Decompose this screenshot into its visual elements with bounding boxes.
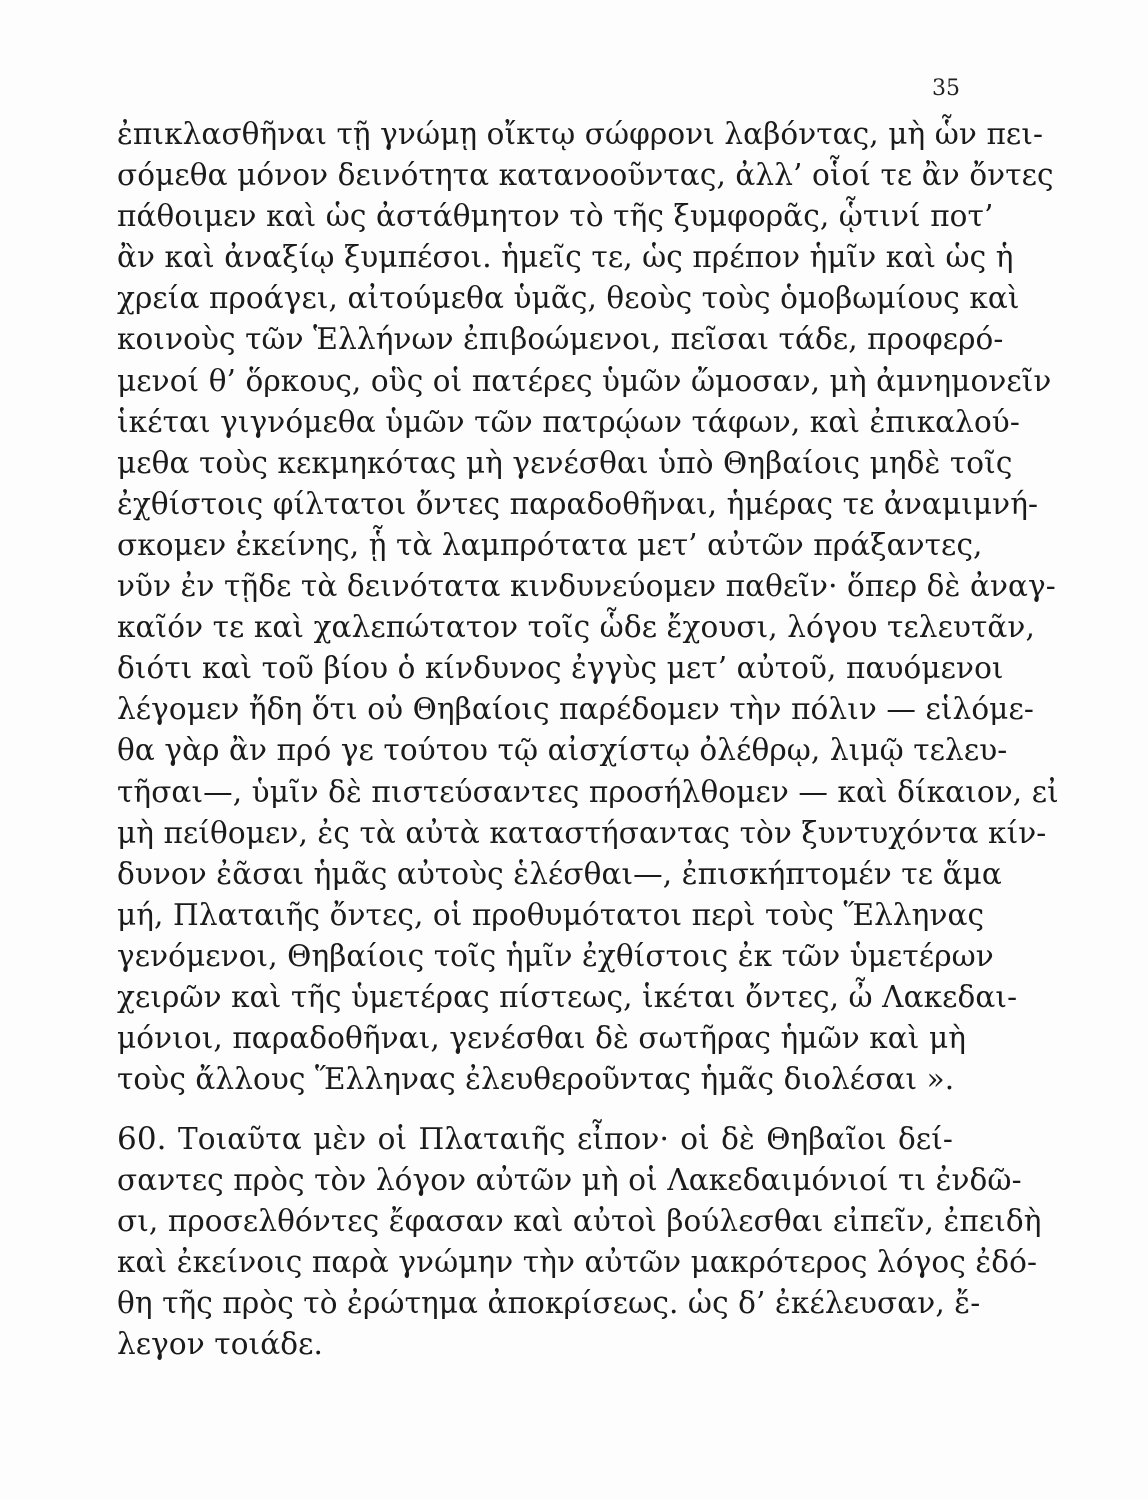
text-line: καὶ ἐκείνοις παρὰ γνώμην τὴν αὐτῶν μακρότερος λόγος ἐδό- [117,1245,1038,1280]
text-line: καῖόν τε καὶ χαλεπώτατον τοῖς ὧδε ἔχουσι, λόγου τελευτᾶν, [117,610,1035,645]
text-line: μὴ πείθομεν, ἐς τὰ αὐτὰ καταστήσαντας τὸν ξυντυχόντα κίν- [117,815,1047,850]
text-line: δυνον ἐᾶσαι ἡμᾶς αὐτοὺς ἑλέσθαι—, ἐπισκήπτομέν τε ἅμα [117,856,1002,891]
text-line: λεγον τοιάδε. [117,1327,323,1362]
page-number: 35 [932,76,960,101]
text-line: πάθοιμεν καὶ ὡς ἀστάθμητον τὸ τῆς ξυμφορᾶς, ᾧτινί ποτ’ [117,199,994,234]
text-line-first-content: Τοιαῦτα μὲν οἱ Πλαταιῆς εἶπον· οἱ δὲ Θηβαῖοι δεί- [177,1122,953,1156]
text-line: χρεία προάγει, αἰτούμεθα ὑμᾶς, θεοὺς τοὺς ὁμοβωμίους καὶ [117,281,1020,316]
text-line: λέγομεν ἤδη ὅτι οὐ Θηβαίοις παρέδομεν τὴν πόλιν — εἱλόμε- [117,692,1034,727]
text-line: τοὺς ἄλλους Ἕλληνας ἐλευθεροῦντας ἡμᾶς διολέσαι ». [117,1062,955,1097]
text-line-first [117,1119,953,1160]
text-line: τῆσαι—, ὑμῖν δὲ πιστεύσαντες προσήλθομεν — καὶ δίκαιον, εἰ [117,774,1059,809]
text-line: διότι καὶ τοῦ βίου ὁ κίνδυνος ἐγγὺς μετ’ αὐτοῦ, παυόμενοι [117,651,1004,686]
paragraph-1 [117,114,1059,1100]
text-line: ἐχθίστοις φίλτατοι ὄντες παραδοθῆναι, ἡμέρας τε ἀναμιμνή- [117,486,1039,521]
text-line: μεθα τοὺς κεκμηκότας μὴ γενέσθαι ὑπὸ Θηβαίοις μηδὲ τοῖς [117,445,1013,480]
text-line: σαντες πρὸς τὸν λόγον αὐτῶν μὴ οἱ Λακεδαιμόνιοί τι ἐνδῶ- [117,1163,1022,1198]
text-line: μόνιοι, παραδοθῆναι, γενέσθαι δὲ σωτῆρας ἡμῶν καὶ μὴ [117,1021,966,1056]
text-line: ἐπικλασθῆναι τῇ γνώμῃ οἴκτῳ σώφρονι λαβόντας, μὴ ὧν πει- [117,117,1044,151]
text-line: ἂν καὶ ἀναξίῳ ξυμπέσοι. ἡμεῖς τε, ὡς πρέπον ἡμῖν καὶ ὡς ἡ [117,240,1014,275]
paragraph-2 [117,1119,1042,1366]
text-line: ἱκέται γιγνόμεθα ὑμῶν τῶν πατρῴων τάφων, καὶ ἐπικαλού- [117,404,1020,439]
text-line: νῦν ἐν τῇδε τὰ δεινότατα κινδυνεύομεν παθεῖν· ὅπερ δὲ ἀναγ- [117,569,1056,604]
text-line: μή, Πλαταιῆς ὄντες, οἱ προθυμότατοι περὶ τοὺς Ἕλληνας [117,897,985,932]
text-line: γενόμενοι, Θηβαίοις τοῖς ἡμῖν ἐχθίστοις ἐκ τῶν ὑμετέρων [117,938,994,973]
text-line: σόμεθα μόνον δεινότητα κατανοοῦντας, ἀλλ’ οἷοί τε ἂν ὄντες [117,158,1054,193]
text-line: σκομεν ἐκείνης, ᾗ τὰ λαμπρότατα μετ’ αὐτῶν πράξαντες, [117,527,983,562]
text-line: θη τῆς πρὸς τὸ ἐρώτημα ἀποκρίσεως. ὡς δ’ ἐκέλευσαν, ἔ- [117,1286,981,1321]
text-line: μενοί θ’ ὅρκους, οὓς οἱ πατέρες ὑμῶν ὤμοσαν, μὴ ἀμνημονεῖν [117,363,1052,398]
text-line: θα γὰρ ἂν πρό γε τούτου τῷ αἰσχίστῳ ὀλέθρῳ, λιμῷ τελευ- [117,733,1008,768]
text-line: κοινοὺς τῶν Ἑλλήνων ἐπιβοώμενοι, πεῖσαι τάδε, προφερό- [117,322,1004,357]
section-number: 60. [117,1121,167,1157]
text-line: σι, προσελθόντες ἔφασαν καὶ αὐτοὶ βούλεσθαι εἰπεῖν, ἐπειδὴ [117,1204,1042,1239]
text-line: χειρῶν καὶ τῆς ὑμετέρας πίστεως, ἱκέται ὄντες, ὦ Λακεδαι- [117,979,1018,1014]
